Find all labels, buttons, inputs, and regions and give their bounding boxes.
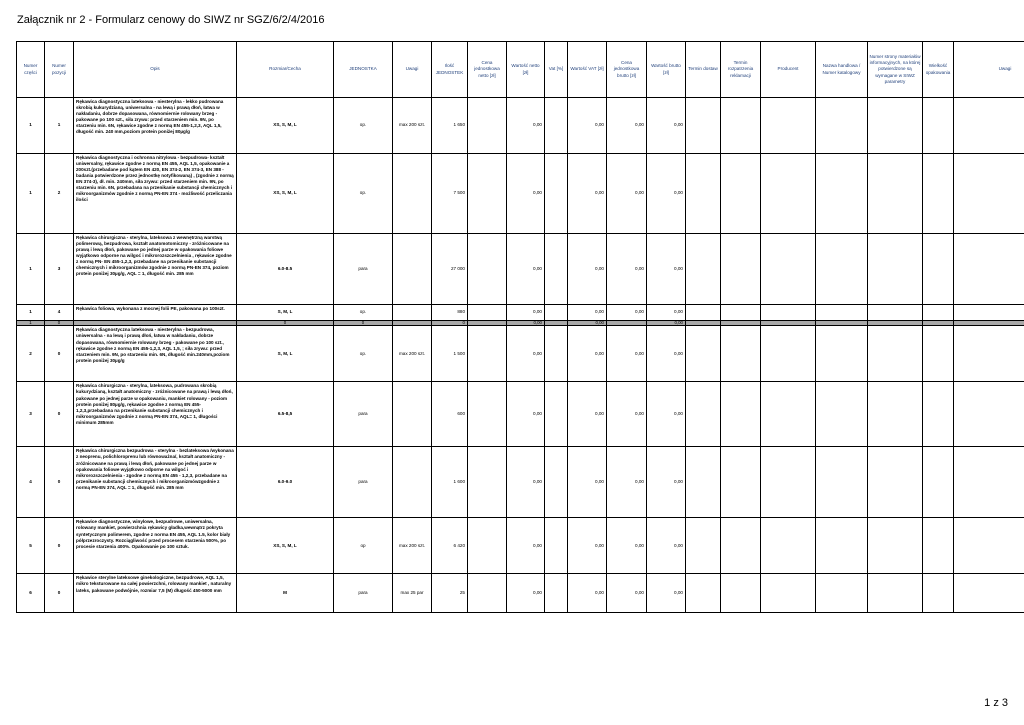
position-number-cell[interactable]: 0 [45,447,74,518]
subtotal-cell[interactable]: 0 [334,321,393,326]
unit-gross-price-cell[interactable]: 0,00 [607,518,647,574]
net-value-cell[interactable]: 0,00 [507,382,545,447]
net-value-cell[interactable]: 0,00 [507,98,545,154]
empty-cell[interactable] [954,305,1024,321]
column-header: Uwagi [954,42,1024,98]
description-cell[interactable]: Rękawice sterylne lateksowe ginekologiczne, bezpudrowe, AQL 1,5, mikro teksturowane na całej powierzchni, rolowany mankiet , naturalny lateks, pakowane podwójnie, rozmiar 7,5 (M) długość 450-5000 mm [74,574,237,613]
column-header: Wartość VAT [zł] [568,42,607,98]
unit-cell[interactable]: op. [334,98,393,154]
unit-gross-price-cell[interactable]: 0,00 [607,98,647,154]
unit-net-price-cell[interactable] [468,518,507,574]
description-cell[interactable]: Rękawica foliowa, wykonana z mocnej folii PE, pakowana po 100szt. [74,305,237,321]
empty-cell[interactable] [868,382,923,447]
table-row [17,154,1024,234]
notes-cell[interactable] [393,234,432,305]
position-number-cell[interactable]: 0 [45,326,74,382]
vat-value-cell[interactable]: 0,00 [568,234,607,305]
empty-cell[interactable] [721,326,761,382]
unit-gross-price-cell[interactable]: 0,00 [607,234,647,305]
vat-value-cell[interactable]: 0,00 [568,305,607,321]
column-header: Wielkość opakowania [923,42,954,98]
empty-cell[interactable] [721,98,761,154]
gross-value-cell[interactable]: 0,00 [647,382,686,447]
column-header: Vat [%] [545,42,568,98]
empty-cell[interactable] [923,382,954,447]
net-value-cell[interactable]: 0,00 [507,326,545,382]
empty-cell[interactable] [954,326,1024,382]
empty-cell[interactable] [721,447,761,518]
size-cell[interactable]: XS, S, M, L [237,154,334,234]
empty-cell[interactable] [868,98,923,154]
empty-cell[interactable] [761,326,816,382]
description-cell[interactable]: Rękawica diagnostyczna lateksowa - niesterylna - bezpudrowa, uniwersalna - na lewą i prawą dłoń, łatwa w nakładaniu, dobrze dopasowana, równomiernie rolowany brzeg - pakowane po 100 szt., rękawice zgodne z normą EN 455-1,2,3, AQL 1,5, ; siła zrywu: przed starzeniem min. 9N, po starzeniu min. 6N, długość min.240mm,poziom protein poniżej 30µg/g [74,326,237,382]
column-header: Wartość brutto [zł] [647,42,686,98]
size-cell[interactable]: XS, S, M, L [237,98,334,154]
unit-net-price-cell[interactable] [468,574,507,613]
empty-cell[interactable] [923,154,954,234]
empty-cell[interactable] [686,305,721,321]
empty-cell[interactable] [868,234,923,305]
column-header: Uwagi [393,42,432,98]
gross-value-cell[interactable]: 0,00 [647,518,686,574]
column-header: Rozmiar/Cecha [237,42,334,98]
size-cell[interactable]: XS, S, M, L [237,518,334,574]
column-header: Producent [761,42,816,98]
notes-cell[interactable]: max 200 szt. [393,98,432,154]
page-title: Załącznik nr 2 - Formularz cenowy do SIWZ nr SGZ/6/2/4/2016 [17,14,325,26]
gross-value-cell[interactable]: 0,00 [647,447,686,518]
unit-gross-price-cell[interactable]: 0,00 [607,447,647,518]
column-header: Numer części [17,42,45,98]
notes-cell[interactable] [393,154,432,234]
quantity-cell[interactable]: 25 [432,574,468,613]
part-number-cell[interactable]: 5 [17,518,45,574]
empty-cell[interactable] [686,98,721,154]
empty-cell[interactable] [686,382,721,447]
vat-value-cell[interactable]: 0,00 [568,518,607,574]
empty-cell[interactable] [923,518,954,574]
column-header: Nazwa handlowa / Numer katalogowy [816,42,868,98]
gross-value-cell[interactable]: 0,00 [647,154,686,234]
table-row [17,98,1024,154]
part-number-cell[interactable]: 6 [17,574,45,613]
table-row [17,518,1024,574]
unit-cell[interactable]: para [334,574,393,613]
empty-cell[interactable] [923,326,954,382]
empty-cell[interactable] [816,326,868,382]
empty-cell[interactable] [868,518,923,574]
column-header: Cena jednostkowa netto [zł] [468,42,507,98]
empty-cell[interactable] [721,574,761,613]
empty-cell[interactable] [923,98,954,154]
description-cell[interactable]: Rękawica diagnostyczna i ochronna nitrylowa - bezpudrowa- kształt uniwersalny, rękawice zgodne z normą EN 455, AQL 1,5, opakowanie a 200szt.(przebadane pod kątem EN 420, EN 374-2, EN 374-3, EN 388 - badania potwierdzone przez jednostkę notyfikowaną) , (zgodnie z normą EN 374-3), dł. min. 240mm, siła zrywu: przed starzeniem min. 9N, po starzeniu min. 6N, przebadana na przenikanie substancji chemicznych i mikroorganizmów zgodnie z normą PN-EN 374 - możliwość przeliczania ilości [74,154,237,234]
unit-net-price-cell[interactable] [468,382,507,447]
empty-cell[interactable] [686,574,721,613]
vat-value-cell[interactable]: 0,00 [568,382,607,447]
empty-cell[interactable] [923,574,954,613]
empty-cell[interactable] [686,447,721,518]
unit-net-price-cell[interactable] [468,447,507,518]
vat-value-cell[interactable]: 0,00 [568,574,607,613]
empty-cell[interactable] [816,305,868,321]
column-header: Ilość JEDNOSTEK [432,42,468,98]
empty-cell[interactable] [954,382,1024,447]
gross-value-cell[interactable]: 0,00 [647,305,686,321]
net-value-cell[interactable]: 0,00 [507,447,545,518]
description-cell[interactable]: Rękawica diagnostyczna lateksowa - niesterylna - lekko pudrowana skrobią kukurydzianą, uniwersalna - na lewą i prawą dłoń, łatwa w nakładaniu, dobrze dopasowana, równomiernie rolowany brzeg - pakowane po 100 szt., siła zrywu: przed starzeniem min. 9N, po starzeniu min. 6N, rękawice zgodne z normą EN 455-1,2,3, AQL 1,5, długość min. 240 mm,poziom protein poniżej 80µg/g [74,98,237,154]
net-value-cell[interactable]: 0,00 [507,305,545,321]
column-header: Numer pozycji [45,42,74,98]
gross-value-cell[interactable]: 0,00 [647,234,686,305]
vat-rate-cell[interactable] [545,447,568,518]
vat-value-cell[interactable]: 0,00 [568,447,607,518]
column-header: Opis [74,42,237,98]
vat-rate-cell[interactable] [545,234,568,305]
empty-cell[interactable] [954,154,1024,234]
column-header: JEDNOSTKA [334,42,393,98]
empty-cell[interactable] [686,326,721,382]
empty-cell[interactable] [761,382,816,447]
column-header: Cena jednostkowa brutto [zł] [607,42,647,98]
subtotal-cell[interactable]: 0,00 [568,321,607,326]
net-value-cell[interactable]: 0,00 [507,154,545,234]
unit-cell[interactable]: para [334,447,393,518]
vat-rate-cell[interactable] [545,154,568,234]
vat-rate-cell[interactable] [545,382,568,447]
empty-cell[interactable] [923,447,954,518]
size-cell[interactable]: 6.0-8.5 [237,234,334,305]
unit-gross-price-cell[interactable]: 0,00 [607,382,647,447]
unit-gross-price-cell[interactable]: 0,00 [607,305,647,321]
quantity-cell[interactable]: 27 000 [432,234,468,305]
quantity-cell[interactable]: 7 500 [432,154,468,234]
net-value-cell[interactable]: 0,00 [507,518,545,574]
part-number-cell[interactable]: 1 [17,154,45,234]
empty-cell[interactable] [721,518,761,574]
empty-cell[interactable] [816,98,868,154]
empty-cell[interactable] [868,326,923,382]
empty-cell[interactable] [816,234,868,305]
unit-gross-price-cell[interactable]: 0,00 [607,574,647,613]
empty-cell[interactable] [868,574,923,613]
empty-cell[interactable] [816,574,868,613]
table-row [17,234,1024,305]
size-cell[interactable]: 6.0-9.0 [237,447,334,518]
subtotal-cell[interactable]: 0 [432,321,468,326]
empty-cell[interactable] [761,154,816,234]
empty-cell[interactable] [721,234,761,305]
empty-cell[interactable] [816,382,868,447]
empty-cell[interactable] [816,518,868,574]
empty-cell[interactable] [721,154,761,234]
unit-cell[interactable]: para [334,234,393,305]
quantity-cell[interactable]: 1 600 [432,447,468,518]
unit-gross-price-cell[interactable]: 0,00 [607,154,647,234]
empty-cell[interactable] [954,234,1024,305]
part-number-cell[interactable]: 1 [17,305,45,321]
vat-value-cell[interactable]: 0,00 [568,326,607,382]
empty-cell[interactable] [868,154,923,234]
empty-cell[interactable] [954,447,1024,518]
empty-cell[interactable] [761,574,816,613]
empty-cell[interactable] [816,447,868,518]
notes-cell[interactable]: max 200 szt. [393,518,432,574]
part-number-cell[interactable]: 4 [17,447,45,518]
empty-cell[interactable] [761,447,816,518]
quantity-cell[interactable]: 600 [432,382,468,447]
empty-cell[interactable] [923,305,954,321]
empty-cell[interactable] [761,305,816,321]
net-value-cell[interactable]: 0,00 [507,574,545,613]
position-number-cell[interactable]: 2 [45,154,74,234]
notes-cell[interactable] [393,305,432,321]
empty-cell[interactable] [954,518,1024,574]
quantity-cell[interactable]: 1 650 [432,98,468,154]
subtotal-cell[interactable]: 0,00 [647,321,686,326]
part-number-cell[interactable]: 3 [17,382,45,447]
size-cell[interactable]: M [237,574,334,613]
empty-cell[interactable] [686,234,721,305]
gross-value-cell[interactable]: 0,00 [647,98,686,154]
description-cell[interactable]: Rękawice diagnostyczne, winylowe, bezpudrowe, uniwersalna, rolowany mankiet, powierzchnia rękawicy gładka,wewnątrz pokryta syntetycznym polimerem, zgodne z norma EN 455, AQL 1.5, kolor biały półprzezroczysty. Rozciągliwość przed procesem starzenia 500%, po procesie starzenia 400%. Opakowanie po 100 sztuk. [74,518,237,574]
quantity-cell[interactable]: 1 500 [432,326,468,382]
vat-rate-cell[interactable] [545,326,568,382]
notes-cell[interactable] [393,447,432,518]
empty-cell[interactable] [686,154,721,234]
part-number-cell[interactable]: 1 [17,234,45,305]
table-row [17,305,1024,321]
vat-value-cell[interactable]: 0,00 [568,98,607,154]
empty-cell[interactable] [954,574,1024,613]
description-cell[interactable]: Rękawica chirurgiczna bezpudrowa - sterylna - bezlateksowa /wykonana z neoprenu, polichloroprenu lub równoważna/, kształt anatomiczny - zróżnicowane na prawą i lewą dłoń, pakowane po jednej parze w opakowania foliowe wyjątkowo odporne na wilgoć i mikrorozszczelnienia - zgodne z normą EN 455 - 1,2,3, przebadane na przenikanie substancji chemicznych i mikroorganizmówzgodnie z normą PN-EN 374, AQL = 1, długość min. 285 mm [74,447,237,518]
unit-cell[interactable]: para [334,382,393,447]
net-value-cell[interactable]: 0,00 [507,234,545,305]
quantity-cell[interactable]: 6 420 [432,518,468,574]
subtotal-cell[interactable]: 1 [17,321,45,326]
table-row [17,574,1024,613]
vat-rate-cell[interactable] [545,518,568,574]
gross-value-cell[interactable]: 0,00 [647,326,686,382]
vat-value-cell[interactable]: 0,00 [568,154,607,234]
unit-cell[interactable]: op. [334,154,393,234]
vat-rate-cell[interactable] [545,574,568,613]
unit-cell[interactable]: op. [334,326,393,382]
position-number-cell[interactable]: 3 [45,234,74,305]
table-row [17,382,1024,447]
quantity-cell[interactable]: 880 [432,305,468,321]
unit-net-price-cell[interactable] [468,98,507,154]
empty-cell[interactable] [868,447,923,518]
empty-cell[interactable] [721,382,761,447]
gross-value-cell[interactable]: 0,00 [647,574,686,613]
unit-gross-price-cell[interactable]: 0,00 [607,326,647,382]
subtotal-cell[interactable]: 0 [237,321,334,326]
position-number-cell[interactable]: 4 [45,305,74,321]
page-number: 1 z 3 [984,697,1008,709]
column-header: Numer strony materiałów informacyjnych, na której potwierdzone są wymagane w SIWZ parametry [868,42,923,98]
notes-cell[interactable] [393,382,432,447]
unit-net-price-cell[interactable] [468,234,507,305]
unit-cell[interactable]: op [334,518,393,574]
size-cell[interactable]: S, M, L [237,305,334,321]
part-number-cell[interactable]: 2 [17,326,45,382]
table-header-row [17,42,1024,98]
notes-cell[interactable]: max 200 szt. [393,326,432,382]
unit-net-price-cell[interactable] [468,326,507,382]
price-form-table [16,41,1024,613]
column-header: Wartość netto [zł] [507,42,545,98]
description-cell[interactable]: Rękawica chirurgiczna - sterylna, lateksowa, pudrowana skrobią kukurydzianą, kształt anatomiczny - zróżnicowane na prawą i lewą dłoń, pakowane po jednej parze w opakowaniu, mankiet rolowany - poziom protein poniżej 80µg/g, rękawice zgodne z normą EN 455-1,2,3,przebadana na przenikanie substancji chemicznych i mikroorganizmów zgodnie z normą PN-EN 374, AQL= 1, długości minimum 285mm [74,382,237,447]
empty-cell[interactable] [761,98,816,154]
unit-cell[interactable]: op. [334,305,393,321]
empty-cell[interactable] [954,98,1024,154]
empty-cell[interactable] [868,305,923,321]
size-cell[interactable]: S, M, L [237,326,334,382]
empty-cell[interactable] [721,305,761,321]
empty-cell[interactable] [761,518,816,574]
empty-cell[interactable] [761,234,816,305]
column-header: Termin dostaw [686,42,721,98]
empty-cell[interactable] [923,234,954,305]
position-number-cell[interactable]: 0 [45,382,74,447]
empty-cell[interactable] [816,154,868,234]
table-row [17,326,1024,382]
subtotal-cell[interactable]: 0 [45,321,74,326]
position-number-cell[interactable]: 0 [45,574,74,613]
column-header: Termin rozpatrzenia reklamacji [721,42,761,98]
vat-rate-cell[interactable] [545,305,568,321]
empty-cell[interactable] [686,518,721,574]
unit-net-price-cell[interactable] [468,154,507,234]
table-row [17,447,1024,518]
notes-cell[interactable]: max 25 par [393,574,432,613]
unit-net-price-cell[interactable] [468,305,507,321]
description-cell[interactable]: Rękawica chirurgiczna - sterylna, lateksowa z wewnętrzną warstwą polimerową, bezpudrowa, kształt anatomotomiczny - zróżnicowane na prawą i lewą dłoń, pakowane po jednej parze w opakowania foliowe wyjątkowo odporne na wilgoć i mikrorozszczelnienia , rękawice zgodne z normą PN- EN 455-1,2,3, przebadane na przenikanie substancji chemicznych i mikroorganizmów zgodnie z normą PN-EN 374, poziom protein poniżej 30µg/g, AQL = 1, długość min. 285 mm [74,234,237,305]
size-cell[interactable]: 6.5-8,5 [237,382,334,447]
part-number-cell[interactable]: 1 [17,98,45,154]
position-number-cell[interactable]: 0 [45,518,74,574]
subtotal-cell[interactable]: 0,00 [507,321,545,326]
position-number-cell[interactable]: 1 [45,98,74,154]
vat-rate-cell[interactable] [545,98,568,154]
